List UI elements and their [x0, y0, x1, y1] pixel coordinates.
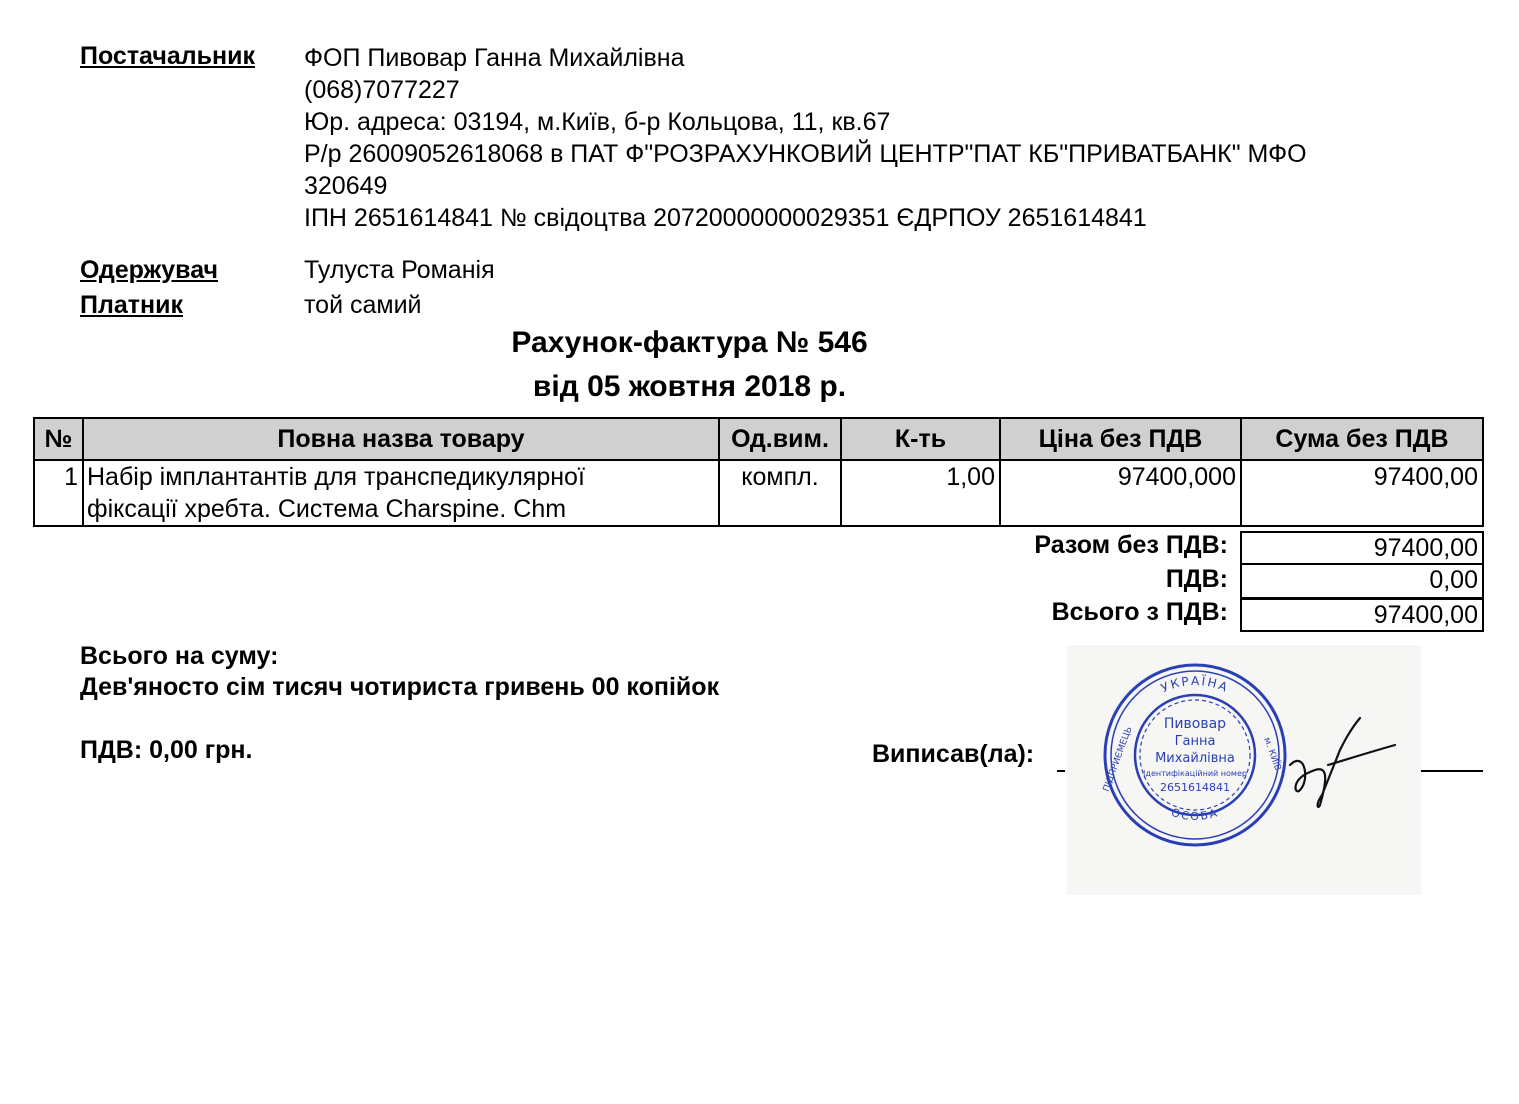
row-sum: 97400,00 — [1241, 460, 1483, 526]
supplier-tax-ids: ІПН 2651614841 № свідоцтва 20720000000029351 ЄДРПОУ 2651614841 — [304, 204, 1147, 232]
supplier-details — [304, 42, 1307, 234]
svg-text:ОСОБА — [1170, 806, 1221, 823]
row-name — [83, 460, 719, 526]
header-price: Ціна без ПДВ — [1000, 418, 1241, 460]
items-table — [33, 417, 1484, 527]
recipient-value: Тулуста Романія — [304, 256, 495, 284]
total-value: 97400,00 — [1373, 601, 1478, 629]
payer-label: Платник — [80, 291, 183, 319]
stamp-ring-bottom: ОСОБА — [1169, 805, 1221, 824]
vat-value: 0,00 — [1429, 566, 1478, 594]
vat-label: ПДВ: — [1165, 565, 1228, 593]
row-price: 97400,000 — [1000, 460, 1241, 526]
stamp-ring-left: ПІДПРИЄМЕЦЬ — [1101, 725, 1135, 794]
header-number: № — [34, 418, 83, 460]
stamp-name-1: Пивовар — [1163, 716, 1227, 732]
payer-value: той самий — [304, 291, 422, 319]
header-qty: К-ть — [841, 418, 1000, 460]
supplier-address: Юр. адреса: 03194, м.Київ, б-р Кольцова, 11, кв.67 — [304, 108, 891, 136]
amount-words-label: Всього на суму: — [80, 642, 279, 670]
vat-note: ПДВ: 0,00 грн. — [80, 736, 253, 764]
header-sum: Сума без ПДВ — [1241, 418, 1483, 460]
invoice-title: Рахунок-фактура № 546 — [511, 326, 868, 359]
stamp-id-label: Ідентифікаційний номер — [1143, 769, 1247, 778]
stamp-name-3: Михайлівна — [1155, 751, 1235, 766]
row-name-line1: Набір імплантантів для транспедикулярної — [87, 463, 585, 491]
vat-box — [1240, 565, 1484, 599]
total-box — [1240, 598, 1484, 632]
recipient-label: Одержувач — [80, 256, 219, 284]
subtotal-box — [1240, 531, 1484, 565]
subtotal-value: 97400,00 — [1373, 534, 1478, 562]
stamp-ring-top: УКРАЇНА — [1158, 673, 1232, 696]
header-unit: Од.вим. — [719, 418, 841, 460]
signature-icon — [1270, 710, 1410, 820]
supplier-phone: (068)7077227 — [304, 76, 460, 104]
stamp-id-number: 2651614841 — [1160, 781, 1230, 794]
header-name: Повна назва товару — [83, 418, 719, 460]
amount-words-value: Дев'яносто сім тисяч чотириста гривень 00 копійок — [80, 673, 720, 701]
supplier-name: ФОП Пивовар Ганна Михайлівна — [304, 44, 685, 72]
table-row — [34, 460, 1483, 526]
row-unit: компл. — [719, 460, 841, 526]
official-stamp — [1100, 660, 1290, 850]
supplier-mfo: 320649 — [304, 172, 388, 200]
row-name-line2: фіксації хребта. Система Charspine. Chm — [87, 495, 567, 523]
total-label: Всього з ПДВ: — [1051, 598, 1228, 626]
row-number: 1 — [34, 460, 83, 526]
stamp-name-2: Ганна — [1174, 734, 1216, 749]
stamp-ring-right: м. КИЇВ — [1261, 736, 1283, 773]
row-qty: 1,00 — [841, 460, 1000, 526]
invoice-date: від 05 жовтня 2018 р. — [532, 370, 847, 403]
table-header-row — [34, 418, 1483, 460]
subtotal-label: Разом без ПДВ: — [1034, 531, 1228, 559]
signed-by-label: Виписав(ла): — [872, 740, 1035, 768]
supplier-label: Постачальник — [80, 42, 255, 70]
supplier-bank-account: Р/р 26009052618068 в ПАТ Ф"РОЗРАХУНКОВИЙ ЦЕНТР"ПАТ КБ"ПРИВАТБАНК" МФО — [304, 140, 1307, 168]
signature-line-right — [1421, 770, 1483, 772]
signature-line-left — [1057, 770, 1065, 772]
svg-text:УКРАЇНА — [1159, 673, 1231, 695]
